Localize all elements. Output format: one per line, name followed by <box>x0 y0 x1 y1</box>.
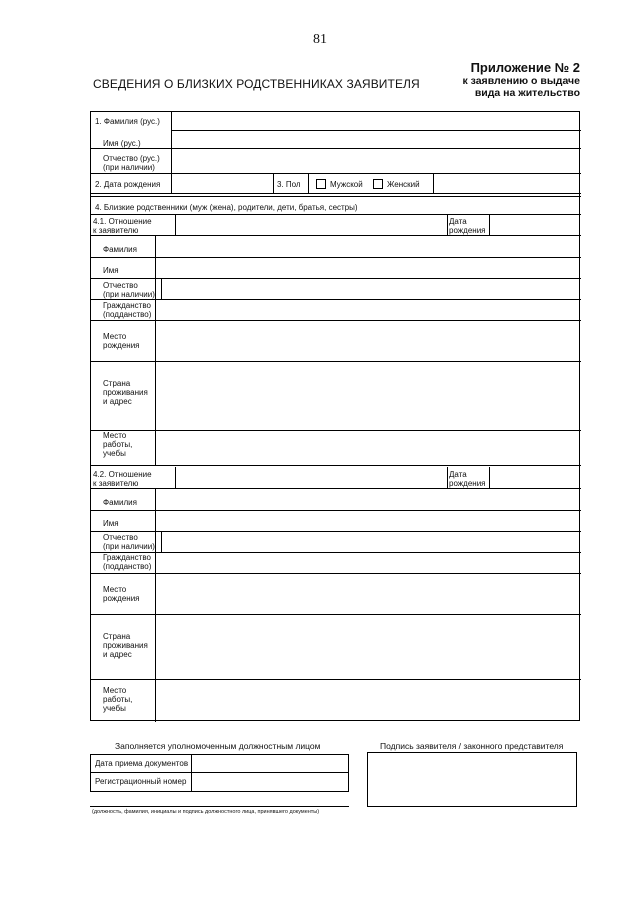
relative-work-field[interactable] <box>155 431 579 465</box>
name-label: Имя (рус.) <box>103 139 141 148</box>
relative-birthplace-field[interactable] <box>155 574 579 614</box>
relative-block <box>91 468 579 720</box>
relative-patronymic-field[interactable] <box>161 279 579 299</box>
male-checkbox[interactable] <box>316 179 326 189</box>
relative-birth-date-label: Дата рождения <box>449 470 486 488</box>
relatives-form <box>90 111 580 721</box>
relative-surname-field[interactable] <box>155 236 579 256</box>
relation-field[interactable] <box>175 468 445 488</box>
name-field[interactable] <box>172 131 579 148</box>
relative-birth-date-label: Дата рождения <box>449 217 486 235</box>
relative-work-label: Место работы, учебы <box>103 686 133 713</box>
signature-box[interactable] <box>367 752 577 807</box>
relative-birth-date-field[interactable] <box>489 215 579 235</box>
relative-residence-label: Страна проживания и адрес <box>103 379 148 406</box>
relation-label: 4.2. Отношение к заявителю <box>93 470 152 488</box>
relative-citizenship-label: Гражданство (подданство) <box>103 553 152 571</box>
sex-label: 3. Пол <box>277 180 301 189</box>
relative-patronymic-field[interactable] <box>161 532 579 552</box>
appendix-title: Приложение № 2 <box>470 60 580 75</box>
relative-residence-field[interactable] <box>155 615 579 683</box>
relative-residence-field[interactable] <box>155 362 579 430</box>
relative-name-label: Имя <box>103 266 119 275</box>
surname-label: 1. Фамилия (рус.) <box>95 117 160 126</box>
relative-citizenship-field[interactable] <box>155 300 579 320</box>
relative-work-field[interactable] <box>155 684 579 718</box>
appendix-subtitle-2: вида на жительство <box>474 87 580 99</box>
relative-name-field[interactable] <box>155 510 579 531</box>
official-note: (должность, фамилия, инициалы и подпись должностного лица, принявшего документы) <box>92 809 320 815</box>
relative-name-field[interactable] <box>155 257 579 278</box>
relative-name-label: Имя <box>103 519 119 528</box>
relatives-heading: 4. Близкие родственники (муж (жена), родители, дети, братья, сестры) <box>95 203 358 212</box>
page-title: СВЕДЕНИЯ О БЛИЗКИХ РОДСТВЕННИКАХ ЗАЯВИТЕЛЯ <box>93 77 420 91</box>
page-number: 81 <box>313 32 327 47</box>
relative-work-label: Место работы, учебы <box>103 431 133 458</box>
relative-surname-field[interactable] <box>155 489 579 509</box>
appendix-subtitle-1: к заявлению о выдаче <box>462 75 580 87</box>
official-table <box>90 754 349 792</box>
birth-date-field[interactable] <box>172 174 272 193</box>
relative-residence-label: Страна проживания и адрес <box>103 632 148 659</box>
signature-heading: Подпись заявителя / законного представителя <box>380 741 564 751</box>
surname-field[interactable] <box>172 112 579 130</box>
appendix-header <box>462 60 580 99</box>
relative-birthplace-label: Место рождения <box>103 332 140 350</box>
relative-surname-label: Фамилия <box>103 498 137 507</box>
relative-block <box>91 215 579 465</box>
doc-date-field[interactable] <box>192 755 348 772</box>
relation-label: 4.1. Отношение к заявителю <box>93 217 152 235</box>
birth-date-label: 2. Дата рождения <box>95 180 161 189</box>
female-checkbox[interactable] <box>373 179 383 189</box>
relative-patronymic-label: Отчество (при наличии) <box>103 533 155 551</box>
relative-birth-date-field[interactable] <box>489 468 579 488</box>
relative-birthplace-field[interactable] <box>155 321 579 361</box>
relative-birthplace-label: Место рождения <box>103 585 140 603</box>
doc-date-label: Дата приема документов <box>95 759 189 768</box>
relative-citizenship-field[interactable] <box>155 553 579 573</box>
female-label: Женский <box>387 180 420 189</box>
relative-citizenship-label: Гражданство (подданство) <box>103 301 152 319</box>
patronymic-field[interactable] <box>172 149 579 173</box>
relative-surname-label: Фамилия <box>103 245 137 254</box>
relative-patronymic-label: Отчество (при наличии) <box>103 281 155 299</box>
patronymic-label: Отчество (рус.) (при наличии) <box>103 154 160 172</box>
relation-field[interactable] <box>175 215 445 235</box>
reg-number-field[interactable] <box>192 773 348 791</box>
reg-number-label: Регистрационный номер <box>95 777 187 786</box>
official-heading: Заполняется уполномоченным должностным лицом <box>115 741 321 751</box>
male-label: Мужской <box>330 180 363 189</box>
